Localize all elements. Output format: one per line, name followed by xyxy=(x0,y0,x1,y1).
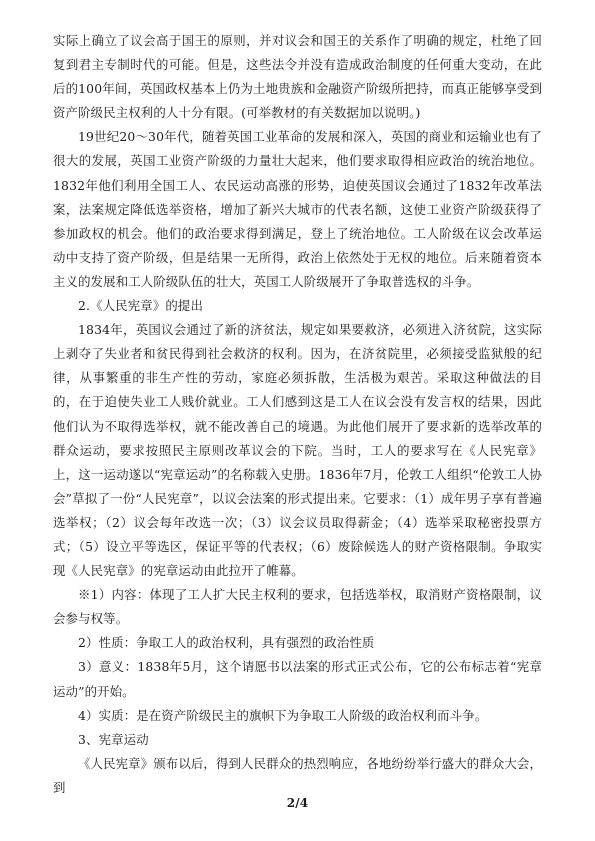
paragraph-charter-response: 《人民宪章》颁布以后，得到人民群众的热烈响应，各地纷纷举行盛大的群众大会，到 xyxy=(53,755,543,795)
list-item-content: ※1）内容：体现了工人扩大民主权利的要求，包括选举权，取消财产资格限制，议会参与权等。 xyxy=(53,587,542,627)
paragraph-parliament-supremacy: 实际上确立了议会高于国王的原则，并对议会和国王的关系作了明确的规定，杜绝了回复到君主专制时代的可能。但是，这些法令并没有造成政治制度的任何重大变动，在此后的100年间，英国政权基本上仍为土地贵族和金融资产阶级所把持，而真正能够享受到资产阶级民主权利的人十分有限。(可举教材的有关数据加以说明。) xyxy=(53,33,542,121)
document-body xyxy=(53,29,542,800)
list-item-essence: 4）实质：是在资产阶级民主的旗帜下为争取工人阶级的政治权利而斗争。 xyxy=(78,707,488,723)
section-heading-peoples-charter: 2.《人民宪章》的提出 xyxy=(78,298,203,314)
list-item-nature: 2）性质：争取工人的政治权利，具有强烈的政治性质 xyxy=(78,635,375,651)
paragraph-industrial-bourgeoisie: 19世纪20～30年代，随着英国工业革命的发展和深入，英国的商业和运输业也有了很大的发展，英国工业资产阶级的力量壮大起来，他们要求取得相应政治的统治地位。1832年他们利用全国工人、农民运动高涨的形势，迫使英国议会通过了1832年改革法案，法案规定降低选举资格，增加了新兴大城市的代表名额，这使工业资产阶级获得了参加政权的机会。他们的政治要求得到满足，登上了统治地位。工人阶级在议会改革运动中支持了资产阶级，但是结果一无所得，政治上依然处于无权的地位。后来随着资本主义的发展和工人阶级队伍的壮大，英国工人阶级展开了争取普选权的斗争。 xyxy=(53,129,542,289)
page-number: 2/4 xyxy=(286,796,309,810)
section-heading-chartist-movement: 3、宪章运动 xyxy=(78,731,149,747)
paragraph-poor-law-and-charter: 1834年，英国议会通过了新的济贫法，规定如果要救济，必须进入济贫院，这实际上剥夺了失业者和贫民得到社会救济的权利。因为，在济贫院里，必须接受监狱般的纪律，从事繁重的非生产性的劳动，家庭必须拆散，生活极为艰苦。采取这种做法的目的，在于迫使失业工人贱价就业。工人们感到这是工人在议会没有发言权的结果，因此他们认为不取得选举权，就不能改善自己的境遇。为此他们展开了要求新的选举改革的群众运动，要求按照民主原则改革议会的下院。当时，工人的要求写在《人民宪章》上，这一运动遂以“宪章运动”的名称载入史册。1836年7月，伦敦工人组织“伦敦工人协会”草拟了一份“人民宪章”，以议会法案的形式提出来。它要求：（1）成年男子享有普遍选举权；（2）议会每年改选一次；（3）议会议员取得薪金；（4）选举采取秘密投票方式；（5）设立平等选区，保证平等的代表权；（6）废除候选人的财产资格限制。争取实现《人民宪章》的宪章运动由此拉开了帷幕。 xyxy=(53,322,542,579)
list-item-significance: 3）意义：1838年5月，这个请愿书以法案的形式正式公布，它的公布标志着“宪章运动”的开始。 xyxy=(53,659,542,699)
